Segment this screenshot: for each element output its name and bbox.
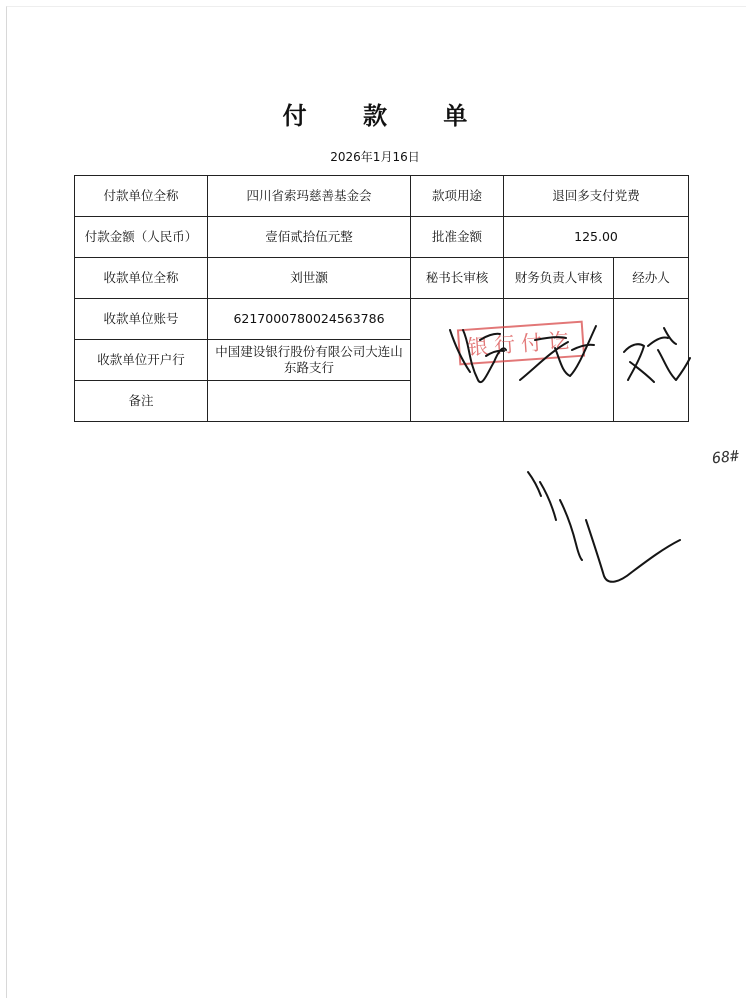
payee-bank-value: 中国建设银行股份有限公司大连山东路支行 [208,340,411,381]
document-date: 2026年1月16日 [330,150,420,164]
handler-signature-cell [614,299,689,422]
approved-amount-label: 批准金额 [411,217,504,258]
remark-value [208,381,411,422]
bank-paid-stamp: 银行付讫 [457,321,585,366]
purpose-label: 款项用途 [411,176,504,217]
table-row [75,217,689,258]
payer-name-value: 四川省索玛慈善基金会 [208,176,411,217]
amount-cn-label: 付款金额（人民币） [75,217,208,258]
table-row [75,299,689,340]
amount-cn-value: 壹佰贰拾伍元整 [208,217,411,258]
secretary-review-label: 秘书长审核 [411,258,504,299]
handler-label: 经办人 [614,258,689,299]
payee-name-label: 收款单位全称 [75,258,208,299]
payee-account-value: 6217000780024563786 [208,299,411,340]
table-row [75,258,689,299]
table-row [75,176,689,217]
handwritten-note: 68# [711,446,740,468]
large-handwritten-mark [528,472,680,582]
payee-name-value: 刘世灏 [208,258,411,299]
payee-bank-label: 收款单位开户行 [75,340,208,381]
approved-amount-value: 125.00 [504,217,689,258]
finance-review-label: 财务负责人审核 [504,258,614,299]
payment-form-table [74,175,689,422]
payee-account-label: 收款单位账号 [75,299,208,340]
remark-label: 备注 [75,381,208,422]
payer-name-label: 付款单位全称 [75,176,208,217]
purpose-value: 退回多支付党费 [504,176,689,217]
page-title: 付 款 单 [282,101,492,130]
